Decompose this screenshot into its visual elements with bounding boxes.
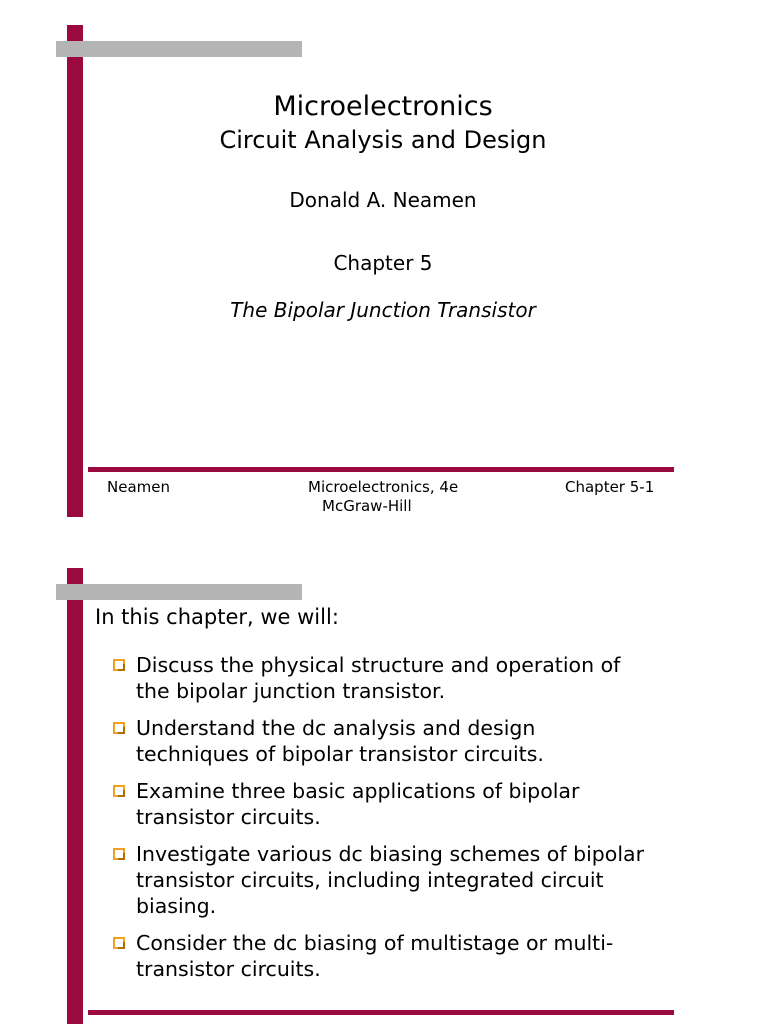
list-item <box>110 778 710 830</box>
checkbox-icon <box>113 785 125 797</box>
slide-left-accent-bar <box>67 25 83 517</box>
slide-top-grey-bar <box>56 584 302 600</box>
footer-divider <box>88 467 674 472</box>
list-item-line: transistor circuits. <box>136 805 321 829</box>
footer-publisher: McGraw-Hill <box>322 497 412 515</box>
list-item-line: Examine three basic applications of bipolar <box>136 779 580 803</box>
slide-subtitle: Circuit Analysis and Design <box>219 126 547 154</box>
author-name: Donald A. Neamen <box>289 188 477 212</box>
footer-author: Neamen <box>107 478 170 496</box>
chapter-number: Chapter 5 <box>333 251 433 275</box>
list-item-line: Discuss the physical structure and operation of <box>136 653 621 677</box>
checkbox-icon <box>113 848 125 860</box>
footer-page-number: Chapter 5-1 <box>565 478 655 496</box>
list-item-line: Investigate various dc biasing schemes of bipolar <box>136 842 645 866</box>
objectives-slide <box>0 540 768 1024</box>
list-item <box>110 652 710 704</box>
slide-top-grey-bar <box>56 41 302 57</box>
list-item-line: the bipolar junction transistor. <box>136 679 446 703</box>
list-item-line: techniques of bipolar transistor circuits. <box>136 742 544 766</box>
list-item-line: transistor circuits. <box>136 957 321 981</box>
list-item-line: Understand the dc analysis and design <box>136 716 536 740</box>
checkbox-icon <box>113 659 125 671</box>
slide-title: Microelectronics <box>273 91 493 122</box>
list-item-line: biasing. <box>136 894 217 918</box>
list-item <box>110 715 710 767</box>
list-item <box>110 930 710 982</box>
objectives-list <box>110 652 710 993</box>
slide-left-accent-bar <box>67 568 83 1024</box>
footer-divider <box>88 1010 674 1015</box>
checkbox-icon <box>113 722 125 734</box>
slide-heading: In this chapter, we will: <box>95 605 339 629</box>
chapter-title: The Bipolar Junction Transistor <box>230 298 536 322</box>
footer-book: Microelectronics, 4e <box>308 478 459 496</box>
checkbox-icon <box>113 937 125 949</box>
list-item-line: Consider the dc biasing of multistage or multi- <box>136 931 614 955</box>
list-item-line: transistor circuits, including integrated circuit <box>136 868 604 892</box>
list-item <box>110 841 710 919</box>
